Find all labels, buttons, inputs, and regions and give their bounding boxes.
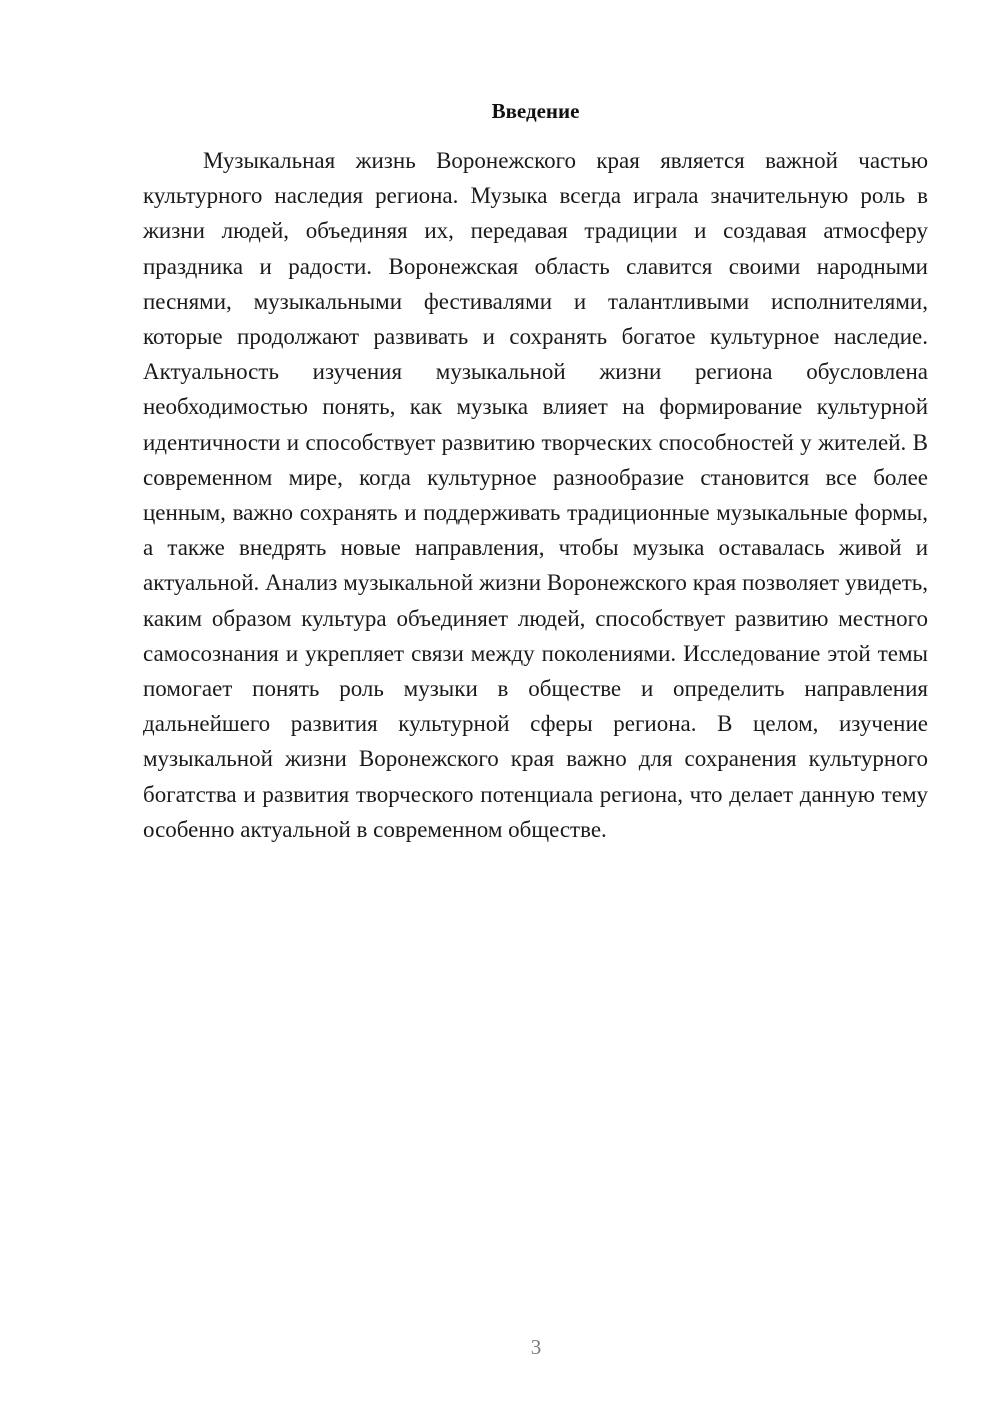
page-number: 3 (530, 1335, 542, 1359)
body-paragraph: Музыкальная жизнь Воронежского края является важной частью культурного наследия региона. Музыка всегда играла значительную роль в жизни людей, объединяя их, передавая традиции и создавая атмосферу праздника и радости. Воронежская область славится своими народными песнями, музыкальными фестивалями и талантливыми исполнителями, которые продолжают развивать и сохранять богатое культурное наследие. Актуальность изучения музыкальной жизни региона обусловлена необходимостью понять, как музыка влияет на формирование культурной идентичности и способствует развитию творческих способностей у жителей. В современном мире, когда культурное разнообразие становится все более ценным, важно сохранять и поддерживать традиционные музыкальные формы, а также внедрять новые направления, чтобы музыка оставалась живой и актуальной. Анализ музыкальной жизни Воронежского края позволяет увидеть, каким образом культура объединяет людей, способствует развитию местного самосознания и укрепляет связи между поколениями. Исследование этой темы помогает понять роль музыки в обществе и определить направления дальнейшего развития культурной сферы региона. В целом, изучение музыкальной жизни Воронежского края важно для сохранения культурного богатства и развития творческого потенциала региона, что делает данную тему особенно актуальной в современном обществе. (143, 148, 928, 842)
section-heading: Введение (491, 99, 580, 123)
